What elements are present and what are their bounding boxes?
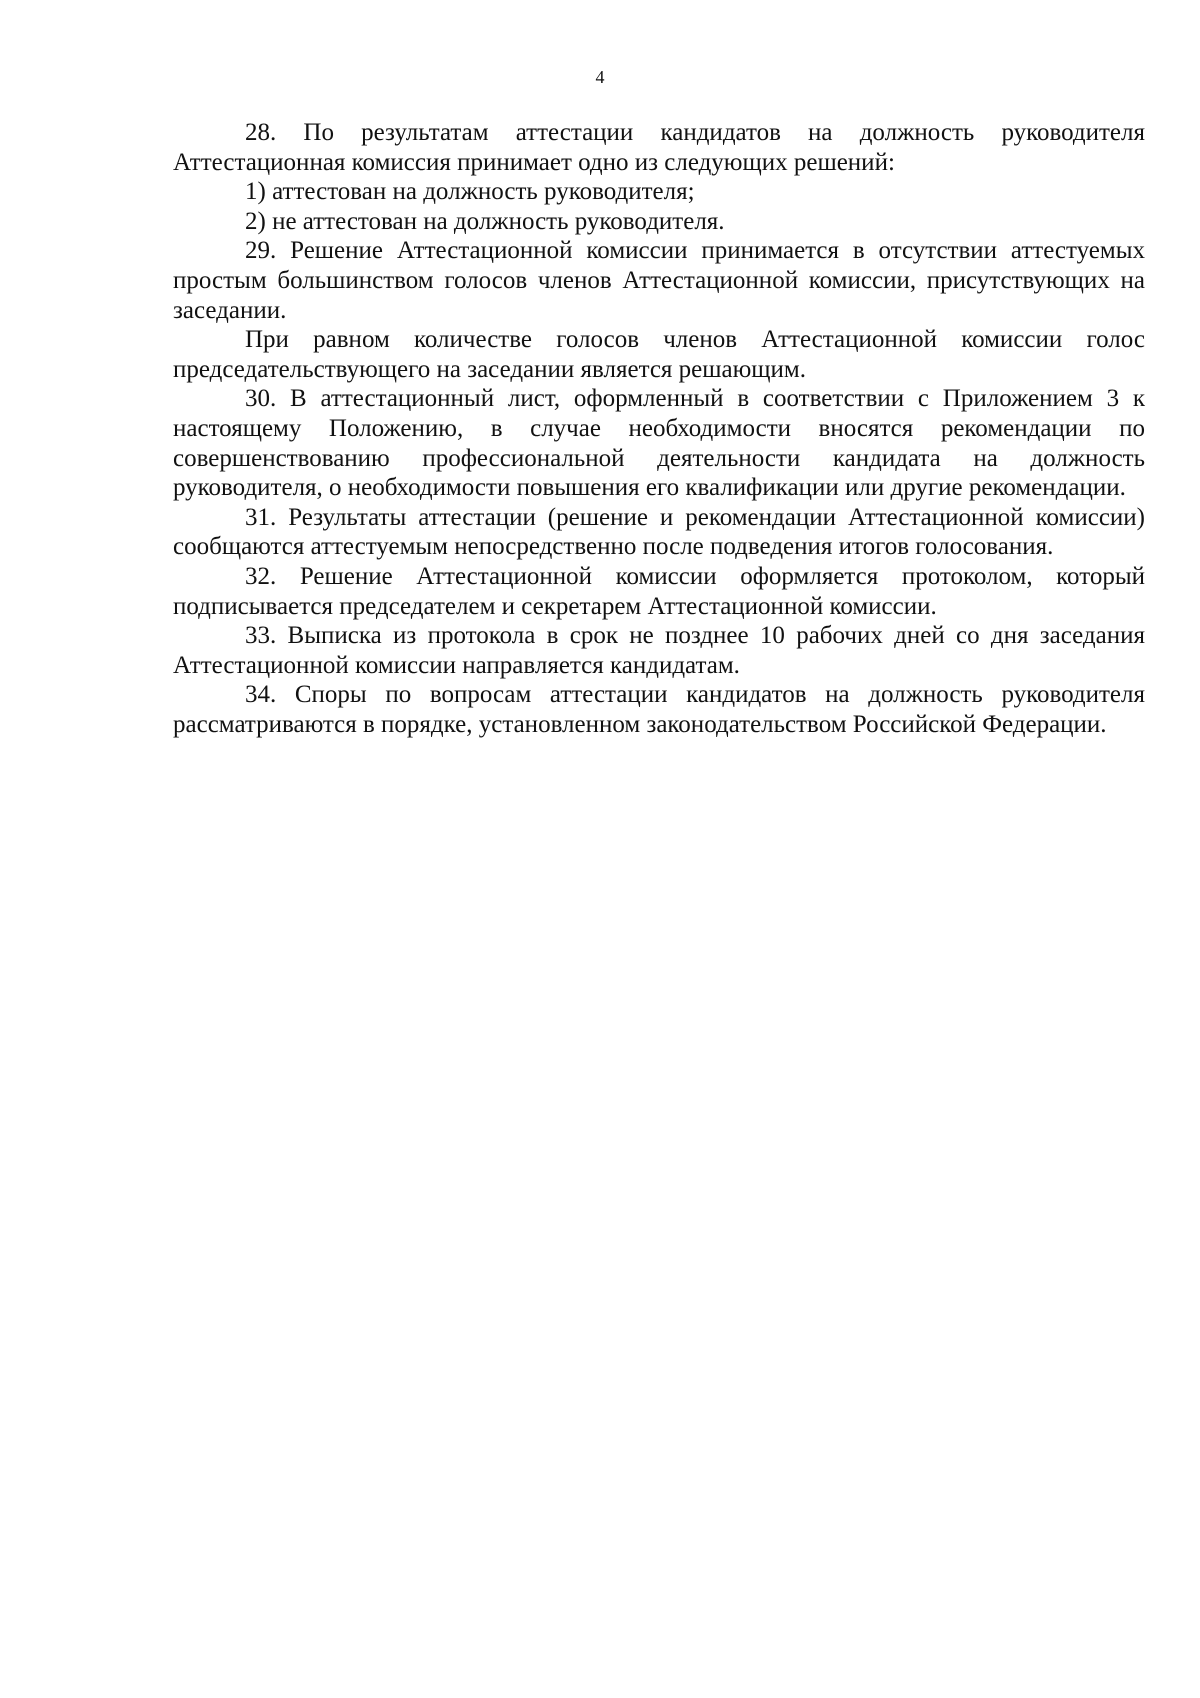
- paragraph-33: 33. Выписка из протокола в срок не позднее 10 рабочих дней со дня заседания Аттестационной комиссии направляется кандидатам.: [173, 622, 1145, 679]
- document-body: [173, 118, 1145, 739]
- paragraph-31: 31. Результаты аттестации (решение и рекомендации Аттестационной комиссии) сообщаются аттестуемым непосредственно после подведения итогов голосования.: [173, 503, 1145, 561]
- page-number: 4: [595, 67, 605, 87]
- paragraph-28-option-2: 2) не аттестован на должность руководителя.: [245, 207, 725, 235]
- paragraph-34: 34. Споры по вопросам аттестации кандидатов на должность руководителя рассматриваются в порядке, установленном законодательством Российской Федерации.: [173, 681, 1145, 738]
- paragraph-32: 32. Решение Аттестационной комиссии оформляется протоколом, который подписывается председателем и секретарем Аттестационной комиссии.: [173, 562, 1145, 620]
- paragraph-29-continuation: При равном количестве голосов членов Аттестационной комиссии голос председательствующего на заседании является решающим.: [173, 326, 1145, 383]
- paragraph-29: 29. Решение Аттестационной комиссии принимается в отсутствии аттестуемых простым большинством голосов членов Аттестационной комиссии, присутствующих на заседании.: [173, 237, 1145, 324]
- paragraph-30: 30. В аттестационный лист, оформленный в соответствии с Приложением 3 к настоящему Положению, в случае необходимости вносятся рекомендации по совершенствованию профессиональной деятельности кандидата на должность руководителя, о необходимости повышения его квалификации или другие рекомендации.: [173, 385, 1145, 502]
- paragraph-28: 28. По результатам аттестации кандидатов на должность руководителя Аттестационная комиссия принимает одно из следующих решений:: [173, 119, 1145, 176]
- paragraph-28-option-1: 1) аттестован на должность руководителя;: [245, 178, 695, 206]
